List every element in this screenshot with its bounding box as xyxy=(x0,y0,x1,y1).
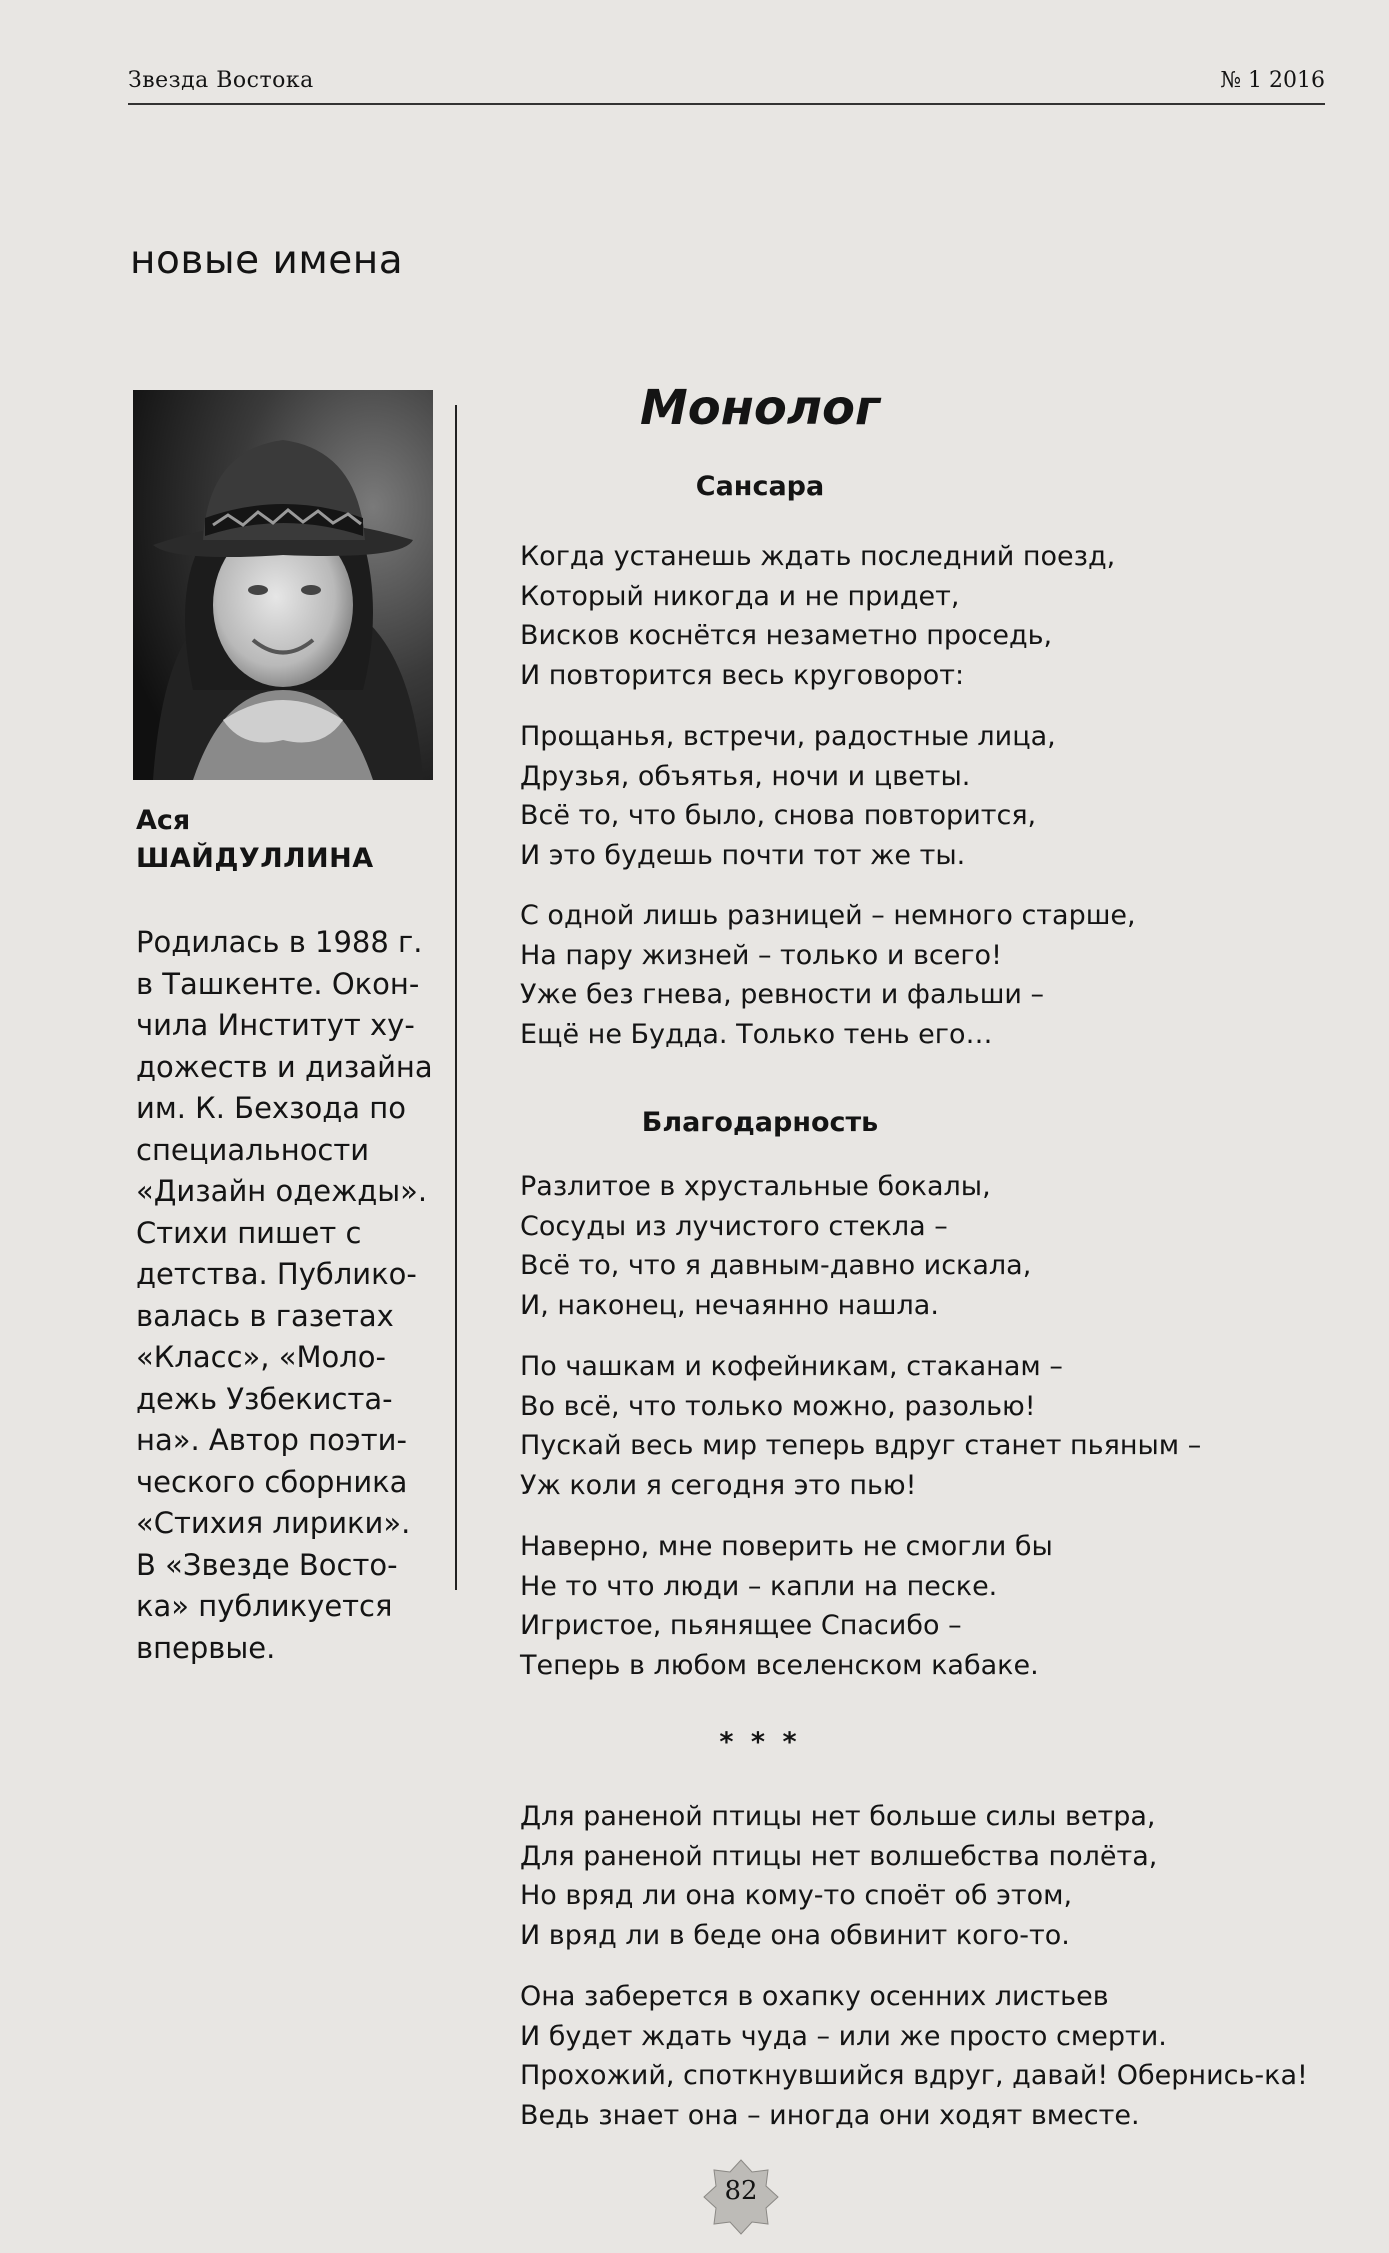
bio-line: Стихи пишет с xyxy=(136,1215,362,1250)
stanza xyxy=(520,1527,1053,1685)
bio-line: в Ташкенте. Окон- xyxy=(136,966,420,1001)
verse-line: На пару жизней – только и всего! xyxy=(520,939,1002,971)
verse-line: Всё то, что было, снова повторится, xyxy=(520,800,1037,831)
bio-line: ка» публикуется xyxy=(136,1589,393,1623)
verse-line: Сосуды из лучистого стекла – xyxy=(520,1210,948,1242)
verse-line: Разлитое в хрустальные бокалы, xyxy=(520,1171,991,1202)
header-divider xyxy=(128,103,1325,105)
bio-line: В «Звезде Восто- xyxy=(136,1547,398,1582)
verse-line: Уж коли я сегодня это пью! xyxy=(520,1469,917,1501)
verse-line: И, наконец, нечаянно нашла. xyxy=(520,1289,939,1321)
author-bio xyxy=(136,922,436,1669)
author-first-name: Ася xyxy=(136,805,191,836)
verse-line: Который никогда и не придет, xyxy=(520,580,960,612)
verse-line: Всё то, что я давным-давно искала, xyxy=(520,1250,1032,1281)
verse-line: Прощанья, встречи, радостные лица, xyxy=(520,721,1056,752)
verse-line: Она заберется в охапку осенних листьев xyxy=(520,1981,1109,2012)
bio-line: на». Автор поэти- xyxy=(136,1423,407,1457)
stanza xyxy=(520,1167,1031,1325)
verse-line: Во всё, что только можно, разолью! xyxy=(520,1390,1036,1422)
verse-line: По чашкам и кофейникам, стаканам – xyxy=(520,1351,1063,1382)
bio-line: дежь Узбекиста- xyxy=(136,1381,393,1416)
bio-line: им. К. Бехзода по xyxy=(136,1091,406,1125)
verse-line: И повторится весь круговорот: xyxy=(520,659,965,691)
bio-line: «Класс», «Моло- xyxy=(136,1340,386,1374)
verse-line: Теперь в любом вселенском кабаке. xyxy=(520,1649,1039,1681)
verse-line: Висков коснётся незаметно проседь, xyxy=(520,620,1053,651)
author-photo xyxy=(133,390,433,780)
verse-line: Для раненой птицы нет волшебства полёта, xyxy=(520,1840,1158,1872)
poem-cycle-title: Монолог xyxy=(639,380,881,436)
bio-line: валась в газетах xyxy=(136,1298,394,1333)
bio-line: детства. Публико- xyxy=(136,1257,417,1291)
verse-line: Ещё не Будда. Только тень его… xyxy=(520,1018,993,1050)
bio-line: «Стихия лирики». xyxy=(136,1506,411,1540)
verse-line: Уже без гнева, ревности и фальши – xyxy=(520,979,1045,1010)
verse-line: С одной лишь разницей – немного старше, xyxy=(520,900,1136,931)
bio-line: дожеств и дизайна xyxy=(136,1049,433,1084)
stanza xyxy=(520,1977,1308,2135)
issue-number: № 1 2016 xyxy=(1220,68,1325,93)
verse-line: Не то что люди – капли на песке. xyxy=(520,1570,998,1602)
bio-line: чила Институт ху- xyxy=(136,1008,415,1042)
stanza xyxy=(520,1347,1201,1505)
verse-line: Друзья, объятья, ночи и цветы. xyxy=(520,760,971,792)
author-last-name: ШАЙДУЛЛИНА xyxy=(136,843,374,874)
poem-subtitle: Благодарность xyxy=(641,1107,879,1138)
bio-line: впервые. xyxy=(136,1630,276,1665)
verse-line: Пускай весь мир теперь вдруг станет пьяным – xyxy=(520,1430,1202,1461)
verse-line: Ведь знает она – иногда они ходят вместе. xyxy=(520,2099,1140,2131)
verse-line: Наверно, мне поверить не смогли бы xyxy=(520,1531,1053,1562)
verse-line: И будет ждать чуда – или же просто смерти. xyxy=(520,2020,1167,2052)
bio-line: Родилась в 1988 г. xyxy=(136,925,423,959)
verse-line: Для раненой птицы нет больше силы ветра, xyxy=(520,1801,1156,1832)
verse-line: И вряд ли в беде она обвинит кого-то. xyxy=(520,1919,1070,1951)
bio-line: ческого сборника xyxy=(136,1464,408,1499)
poem-subtitle: Сансара xyxy=(695,471,825,502)
stanza xyxy=(520,896,1136,1054)
verse-line: Прохожий, споткнувшийся вдруг, давай! Обернись-ка! xyxy=(520,2060,1308,2091)
verse-line: Когда устанешь ждать последний поезд, xyxy=(520,541,1116,572)
verse-line: Но вряд ли она кому-то споёт об этом, xyxy=(520,1880,1073,1911)
poem-separator: * * * xyxy=(719,1727,801,1758)
section-label: новые имена xyxy=(130,238,404,283)
stanza xyxy=(520,717,1056,875)
bio-line: «Дизайн одежды». xyxy=(136,1174,428,1208)
verse-line: Игристое, пьянящее Спасибо – xyxy=(520,1610,962,1641)
bio-line: специальности xyxy=(136,1132,370,1167)
column-divider xyxy=(455,405,457,1590)
verse-line: И это будешь почти тот же ты. xyxy=(520,839,966,871)
stanza xyxy=(520,1797,1157,1955)
stanza xyxy=(520,537,1115,695)
journal-name: Звезда Востока xyxy=(128,68,314,93)
page-number: 82 xyxy=(724,2176,758,2206)
